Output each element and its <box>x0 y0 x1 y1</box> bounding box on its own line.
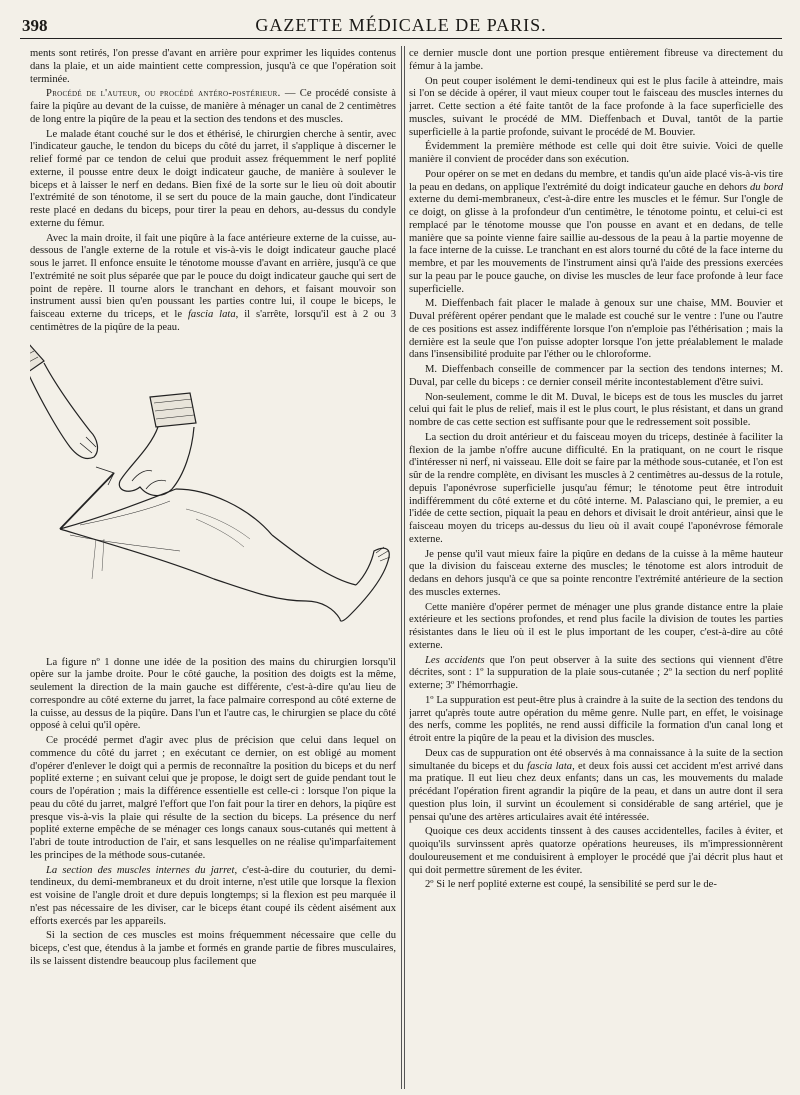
paragraph-text: Avec la main droite, il fait une piqûre à la face antérieure externe de la cuisse, au-dessous de l'angle externe de la rotule et vis-à-vis le doigt indicateur gauche placé sous le jarret. Il enfonce ensuite le ténotome mousse d'avant en arrière, jusqu'à ce que l'extrémité ne soit plus séparée que par le pouce du doigt indicateur gauche qui sert de point de repère. Il tourne alors le tranchant en dehors, et faisant mouvoir son instrument aussi bien qu'en poussant les parties contre lui, il coupe le biceps, le faisceau externe du triceps, et le <box>30 232 396 320</box>
paragraph: On peut couper isolément le demi-tendineux qui est le plus facile à atteindre, mais si l'on se décide à opérer, il vaut mieux couper tout le faisceau des muscles internes du jarret. Cette section a été faite tantôt de la face profonde à la face superficielle des muscles, suivant le procédé de MM. Dieffenbach et Duval, tantôt de la partie superficielle à la partie profonde, suivant le procédé de M. Bouvier. <box>409 75 783 138</box>
paragraph: Quoique ces deux accidents tinssent à des causes accidentelles, faciles à éviter, et quoiqu'ils survinssent après quatorze opérations heureuses, ils m'impressionnèrent douloureusement et me conduisirent à employer le procédé que j'ai décrit plus haut et qui doit permettre sûrement de les éviter. <box>409 826 783 876</box>
right-column <box>409 48 783 1089</box>
paragraph: Non-seulement, comme le dit M. Duval, le biceps est de tous les muscles du jarret celui qui fait le plus de relief, mais il est le plus court, le plus résistant, et dans un grand nombre de cas cette section est suffisante pour que le redressement soit possible. <box>409 391 783 428</box>
paragraph-text: externe du demi-membraneux, c'est-à-dire entre les muscles et le fémur. Sur l'ongle de ce doigt, on glisse à la profondeur d'un centimètre, le ténotome pointu, et celui-ci est remplacé par le ténotome mousse que l'on pousse en avant et en dedans, de telle manière que sa pointe vienne faire saillie au-dessous de la peau à la partie moyenne de la face interne de la cuisse. Le tranchant en est alors tourné du côté de la face interne du membre, et par les mouvements de l'instrument ainsi qu'à l'aide des pressions exercées sur la peau par le pouce gauche, on divise les muscles de leur face profonde à leur face superficielle. <box>409 194 783 295</box>
paragraph: Si la section de ces muscles est moins fréquemment nécessaire que celle du biceps, c'est que, étendus à la jambe et formés en grande partie de fibres musculaires, ils se laissent distendre beaucoup plus facilement que <box>30 930 396 967</box>
paragraph <box>30 233 396 335</box>
paragraph: ments sont retirés, l'on presse d'avant en arrière pour exprimer les liquides contenus dans la plaie, et un aide maintient cette compression, jusqu'à ce que l'opération soit terminée. <box>30 48 396 85</box>
paragraph <box>30 88 396 126</box>
paragraph: Je pense qu'il vaut mieux faire la piqûre en dedans de la cuisse à la même hauteur que la division du faisceau externe des muscles; le ténotome est alors introduit de dedans en dehors jusqu'à ce que sa pointe rencontre l'extrémité antérieure de la section des muscles externes. <box>409 548 783 598</box>
paragraph: 1º La suppuration est peut-être plus à craindre à la suite de la section des tendons du jarret qu'après toute autre opération du même genre. Nulle part, en effet, le voisinage des nerfs, comme les poplités, ne rend aussi difficile la formation d'un canal long et étroit entre la piqûre de la peau et la division des muscles. <box>409 694 783 744</box>
paragraph-text: Pour opérer on se met en dedans du membre, et tandis qu'un aide placé vis-à-vis tire la peau en dedans, on applique l'extrémité du doigt indicateur gauche en dehors <box>409 168 783 193</box>
paragraph-text: que l'on peut observer à la suite des sections qui viennent d'être décrites, sont : 1º la suppuration de la plaie sous-cutanée ; 2º la section du nerf poplité externe; 3º l'hémorrhagie. <box>409 654 783 691</box>
section-heading: Procédé de l'auteur, ou procédé antéro-postérieur. — <box>46 88 296 100</box>
paragraph <box>409 655 783 693</box>
paragraph: La section du droit antérieur et du faisceau moyen du triceps, destinée à faciliter la flexion de la jambe n'offre aucune difficulté. En la pratiquant, on ne court le risque d'intéresser ni nerf, ni vaisseau. Elle doit se faire par la méthode sous-cutanée, et l'on est sûr de la rendre complète, en divisant les muscles à 2 centimètres au-dessus de la rotule, depuis l'aponévrose superficielle jusqu'au fémur; le ténotome peut être introduit indifféremment du côté externe et du côté interne. M. Palasciano qui, le premier, a eu l'idée de cette section, piquait la peau en dehors et divisait le droit antérieur, ainsi que le faisceau moyen du triceps au-dessus du lieu où il avait coupé l'aponévrose fémorale externe. <box>409 431 783 545</box>
left-column <box>30 48 396 1089</box>
paragraph-text: , et deux fois aussi cet accident m'est arrivé dans ma pratique. Il eut lieu chez deux enfants; dans un cas, les mouvements du malade précédant l'opération firent agrandir la piqûre de la peau, et dans un autre dont il sera question plus loin, il survint un écoulement si considérable de sang artériel, que je pensai qu'une des artères articulaires avait été intéressée. <box>409 760 783 823</box>
leg-surgery-figure <box>30 339 396 653</box>
emphasis: fascia lata <box>527 760 573 772</box>
paragraph-text: Ce procédé consiste à faire la piqûre au devant de la cuisse, de manière à ménager un canal de 2 centimètres de long entre la piqûre de la peau et la section des tendons et des muscles. <box>30 88 396 125</box>
paragraph: M. Dieffenbach fait placer le malade à genoux sur une chaise, MM. Bouvier et Duval préfèrent opérer pendant que le malade est couché sur le ventre : l'une ou l'autre de ces positions est assez indifférente lorsque l'on n'emploie pas l'éthérisation ; mais la dernière est la seule que l'on puisse adopter lorsque l'on jette préalablement le malade dans l'insensibilité produite par l'éther ou le chloroforme. <box>409 298 783 361</box>
paragraph-text: , il s'arrête, lorsqu'il est à 2 ou 3 centimètres de la piqûre de la peau. <box>30 309 396 333</box>
paragraph <box>409 748 783 825</box>
paragraph: ce dernier muscle dont une portion presque entièrement fibreuse va directement du fémur à la jambe. <box>409 48 783 72</box>
column-divider <box>401 46 402 1089</box>
paragraph: Évidemment la première méthode est celle qui doit être suivie. Voici de quelle manière il convient de procéder dans son exécution. <box>409 141 783 165</box>
paragraph-text: , c'est-à-dire du couturier, du demi-tendineux, du demi-membraneux et du droit interne, n'est utile que lorsque la flexion est voisine de l'angle droit et dure depuis longtemps; si la flexion est peu marquée il n'est pas nécessaire de les diviser, car le biceps étant coupé ils cèdent aisément aux efforts exercés par les appareils. <box>30 864 396 927</box>
paragraph: 2º Si le nerf poplité externe est coupé, la sensibilité se perd sur le de- <box>425 879 717 891</box>
journal-title: GAZETTE MÉDICALE DE PARIS. <box>255 15 547 35</box>
paragraph: M. Dieffenbach conseille de commencer par la section des tendons internes; M. Duval, par celle du biceps : ce dernier conseil mérite incontestablement d'être suivi. <box>409 364 783 388</box>
emphasis: fascia lata <box>187 309 236 320</box>
paragraph-text: Deux cas de suppuration ont été observés à ma connaissance à la suite de la section simultanée du biceps et du <box>409 747 783 772</box>
emphasis: du bord <box>749 181 783 193</box>
page-header <box>20 14 782 39</box>
paragraph: Ce procédé permet d'agir avec plus de précision que celui dans lequel on commence du côté du jarret ; en exécutant ce dernier, on est obligé au moment d'opérer d'enlever le doigt qui a permis de reconnaître la position du biceps et du nerf poplité externe ; en suivant celui que je propose, le doigt sert de guide pendant tout le cours de l'opération ; mais la différence essentielle est celle-ci : lorsque l'on pique la peau du côté du jarret, malgré l'effort que l'on fait pour la tirer en dehors, la piqûre est presque vis-à-vis la plaie qui résulte de la section du biceps. La présence du nerf poplité externe empêche de se ménager ces longs canaux sous-cutanés qui mettent à l'abri de toute introduction de l'air, et sans lesquelles on ne réalise qu'imparfaitement les principes de la méthode sous-cutanée. <box>30 735 396 861</box>
surgical-illustration <box>30 339 396 653</box>
paragraph: La figure nº 1 donne une idée de la position des mains du chirurgien lorsqu'il opère sur la jambe droite. Pour le côté gauche, la position des doigts est la même, seulement la direction de la main gauche est différente, c'est-à-dire qu'au lieu de correspondre au côté externe du jarret, la face palmaire correspond au côté externe de la cuisse, au dessus de la piqûre. Dans l'un et l'autre cas, le chirurgien se place du côté opposé à celui qu'il opère. <box>30 656 396 732</box>
paragraph: Cette manière d'opérer permet de ménager une plus grande distance entre la plaie extérieure et les sections profondes, et rend plus facile la division de toutes les parties résistantes dans le lieu où il est le plus important de les couper, c'est-à-dire au côté externe. <box>409 601 783 651</box>
paragraph <box>409 169 783 297</box>
emphasis: Les accidents <box>425 654 485 666</box>
paragraph <box>30 865 396 929</box>
page-number: 398 <box>22 16 48 35</box>
paragraph: Le malade étant couché sur le dos et éthérisé, le chirurgien cherche à sentir, avec l'indicateur gauche, le tendon du biceps du côté du jarret, il s'applique à discerner le relief formé par ce tendon de celui que produit assez fréquemment le nerf poplité externe, il pousse entre deux le doigt indicateur gauche, de manière à soulever le biceps et à laisser le nerf en dedans. Bien fixé de la sorte sur le lieu où doit aboutir l'extrémité de son ténotome, il se sert du pouce de la main gauche, dont l'indicateur reste placé en dedans du biceps, pour tirer la peau en dehors, au-dessus du condyle externe du fémur. <box>30 128 396 229</box>
column-divider-second <box>404 46 405 1089</box>
emphasis: La section des muscles internes du jarret <box>46 864 235 876</box>
